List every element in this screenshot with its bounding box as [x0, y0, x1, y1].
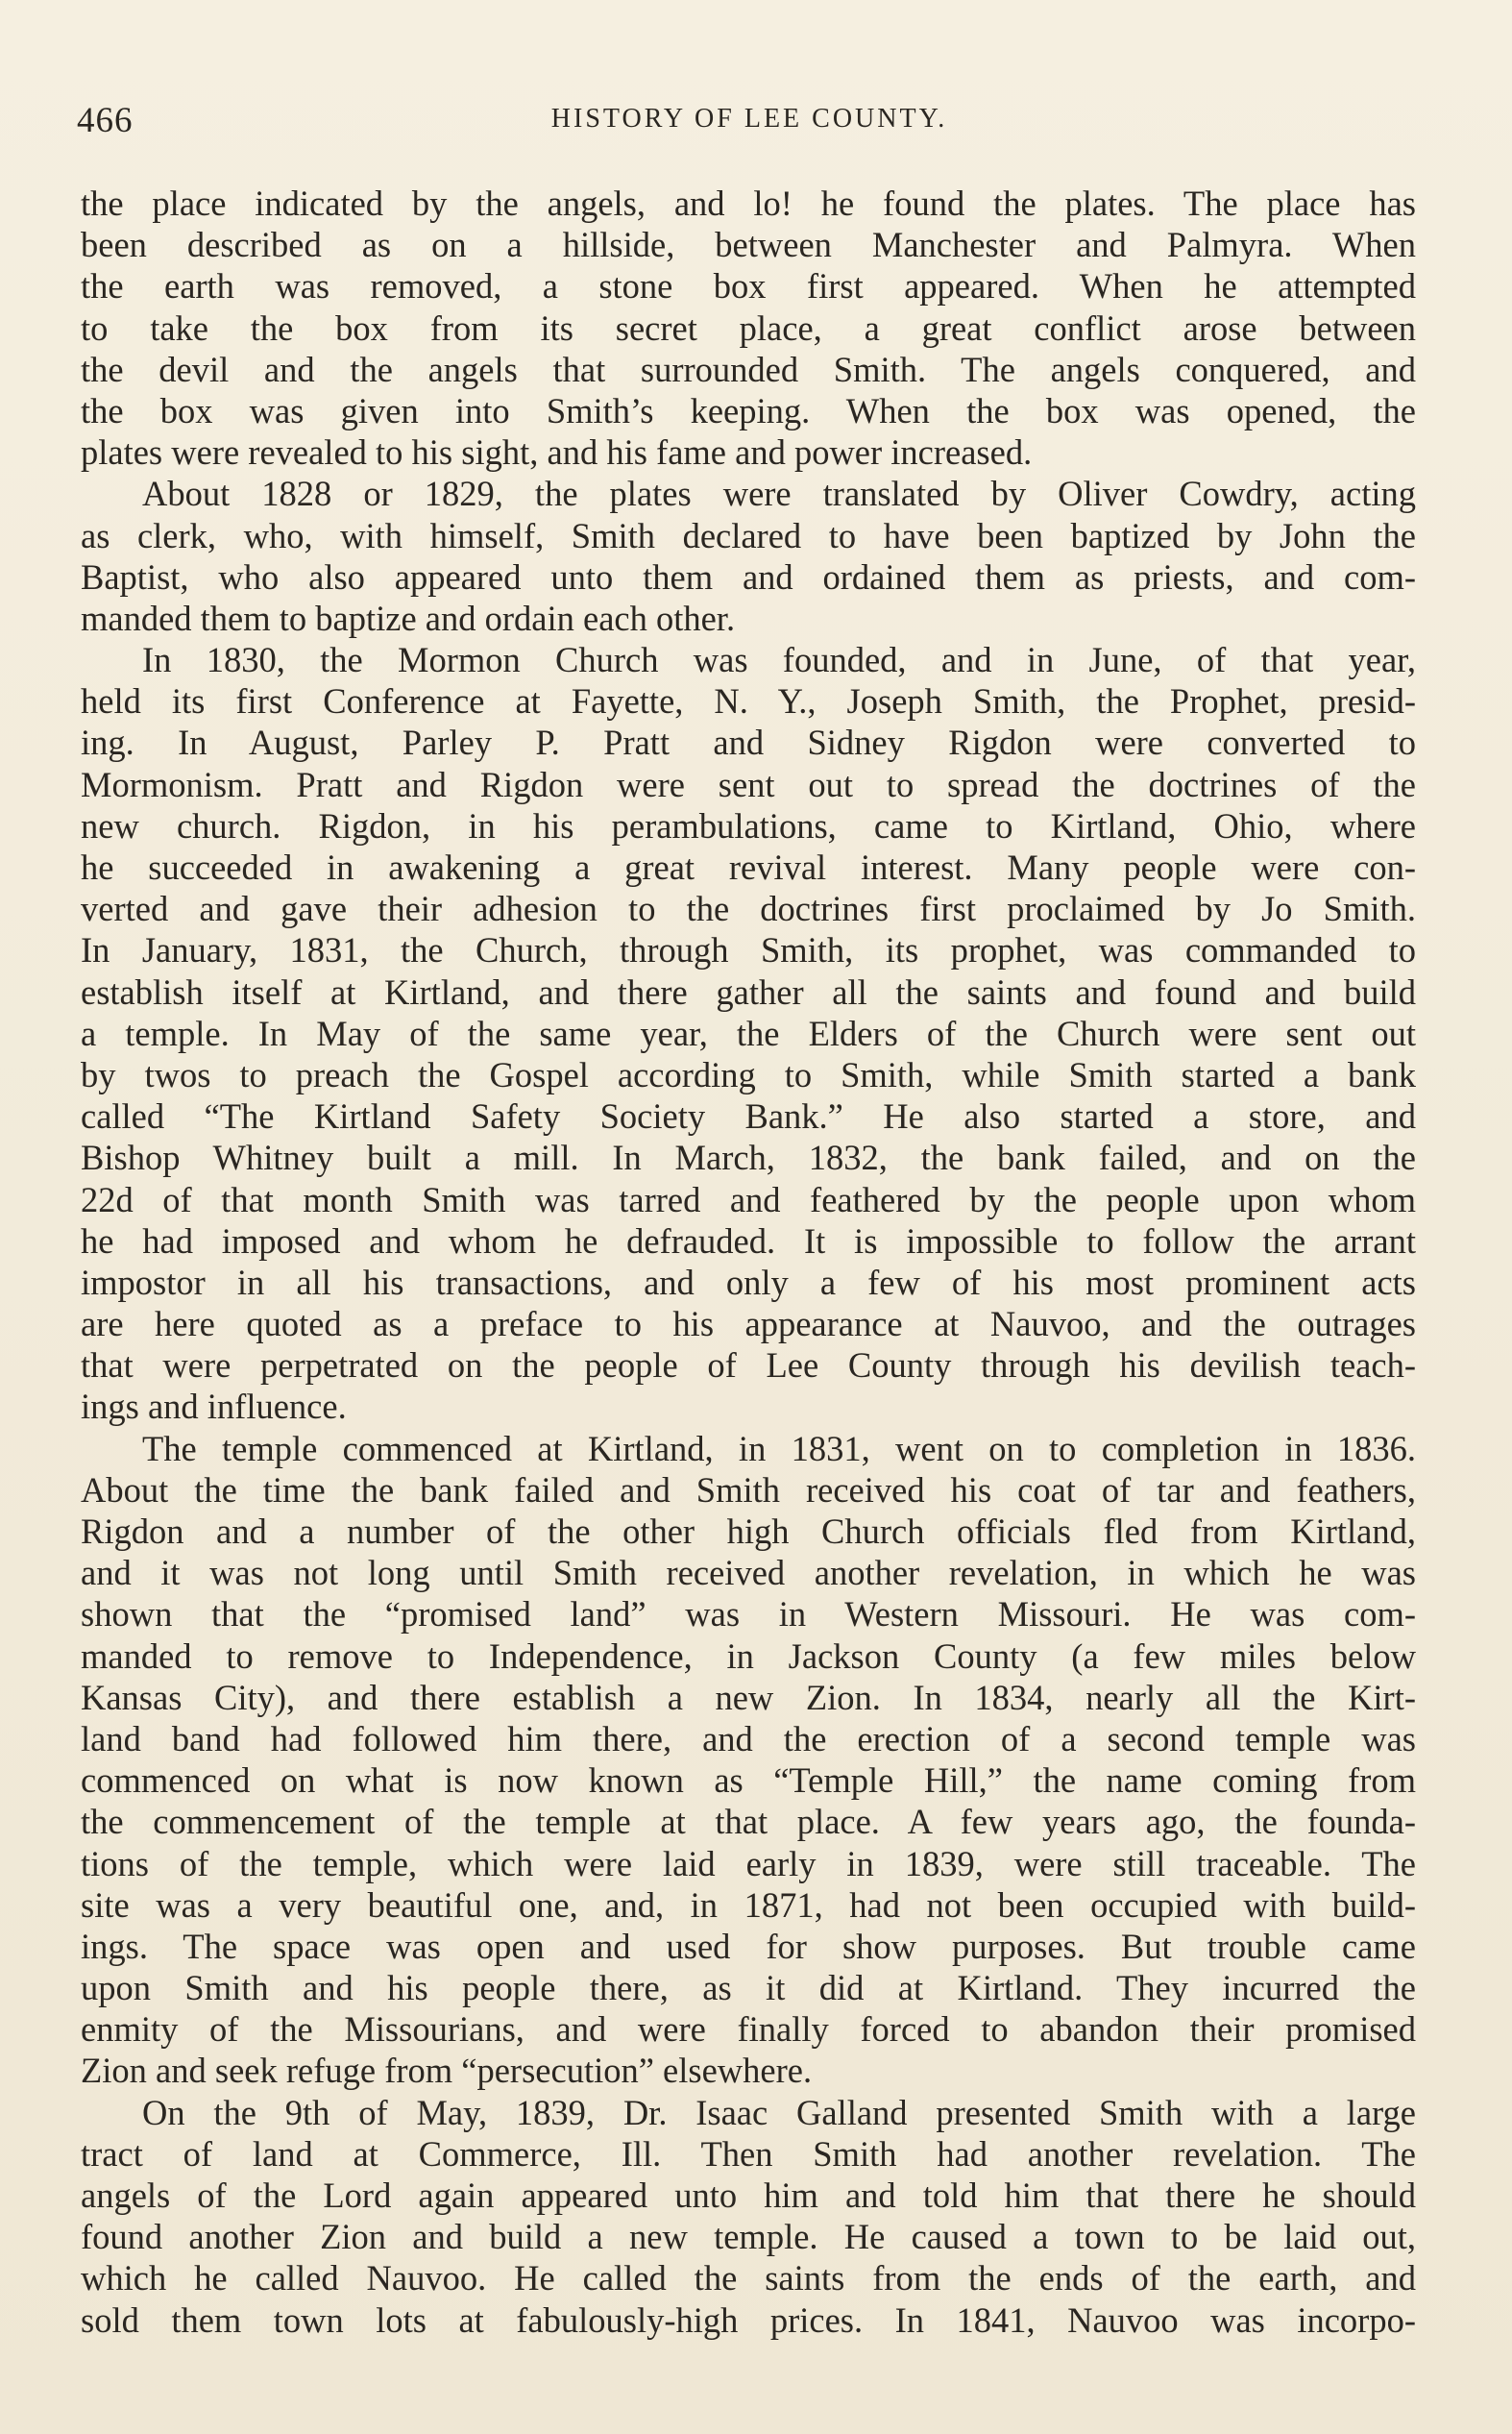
- text-line: that were perpetrated on the people of Lee County through his devilish teach-: [81, 1345, 1416, 1386]
- text-line: ings. The space was open and used for show purposes. But trouble came: [81, 1926, 1416, 1966]
- text-line: the place indicated by the angels, and lo! he found the plates. The place has: [81, 184, 1416, 223]
- text-line: The temple commenced at Kirtland, in 1831, went on to completion in 1836.: [142, 1428, 1416, 1468]
- page-header: [77, 100, 1422, 148]
- text-line: About the time the bank failed and Smith received his coat of tar and feathers,: [81, 1469, 1416, 1510]
- text-line: to take the box from its secret place, a great conflict arose between: [81, 307, 1416, 348]
- text-line: manded them to baptize and ordain each other.: [81, 598, 736, 638]
- text-line: Mormonism. Pratt and Rigdon were sent out to spread the doctrines of the: [81, 764, 1416, 804]
- text-line: he had imposed and whom he defrauded. It is impossible to follow the arrant: [81, 1220, 1416, 1261]
- text-line: the devil and the angels that surrounded Smith. The angels conquered, and: [81, 349, 1416, 389]
- text-line: Rigdon and a number of the other high Church officials fled from Kirtland,: [81, 1512, 1416, 1551]
- text-line: been described as on a hillside, between Manchester and Palmyra. When: [81, 225, 1416, 265]
- text-line: In January, 1831, the Church, through Smith, its prophet, was commanded to: [81, 930, 1416, 971]
- text-line: Baptist, who also appeared unto them and ordained them as priests, and com-: [81, 556, 1416, 597]
- text-line: Bishop Whitney built a mill. In March, 1832, the bank failed, and on the: [81, 1138, 1416, 1178]
- text-line: the box was given into Smith’s keeping. When the box was opened, the: [81, 390, 1416, 430]
- text-line: establish itself at Kirtland, and there gather all the saints and found and build: [81, 971, 1416, 1012]
- text-line: Zion and seek refuge from “persecution” elsewhere.: [81, 2051, 813, 2091]
- text-line: are here quoted as a preface to his appearance at Nauvoo, and the outrages: [81, 1304, 1416, 1344]
- text-line: which he called Nauvoo. He called the saints from the ends of the earth, and: [81, 2258, 1416, 2299]
- text-line: the earth was removed, a stone box first appeared. When he attempted: [81, 266, 1416, 307]
- text-line: tract of land at Commerce, Ill. Then Smith had another revelation. The: [81, 2133, 1416, 2174]
- text-line: angels of the Lord again appeared unto him and told him that there he should: [81, 2176, 1416, 2215]
- text-line: tions of the temple, which were laid early in 1839, were still traceable. The: [81, 1843, 1416, 1883]
- text-line: impostor in all his transactions, and only a few of his most prominent acts: [81, 1262, 1416, 1302]
- text-line: On the 9th of May, 1839, Dr. Isaac Galland presented Smith with a large: [142, 2092, 1416, 2132]
- text-line: 22d of that month Smith was tarred and feathered by the people upon whom: [81, 1179, 1416, 1219]
- text-line: In 1830, the Mormon Church was founded, and in June, of that year,: [142, 640, 1416, 680]
- text-line: plates were revealed to his sight, and his fame and power increased.: [81, 432, 1033, 473]
- text-line: a temple. In May of the same year, the Elders of the Church were sent out: [81, 1013, 1416, 1053]
- text-line: land band had followed him there, and the erection of a second temple was: [81, 1718, 1416, 1758]
- text-line: held its first Conference at Fayette, N. Y., Joseph Smith, the Prophet, presid-: [81, 681, 1416, 722]
- text-line: ing. In August, Parley P. Pratt and Sidney Rigdon were converted to: [81, 723, 1416, 763]
- text-line: Kansas City), and there establish a new Zion. In 1834, nearly all the Kirt-: [81, 1677, 1416, 1717]
- text-line: found another Zion and build a new temple. He caused a town to be laid out,: [81, 2217, 1416, 2257]
- text-line: shown that the “promised land” was in Western Missouri. He was com-: [81, 1594, 1416, 1635]
- text-line: upon Smith and his people there, as it did at Kirtland. They incurred the: [81, 1968, 1416, 2008]
- running-title: HISTORY OF LEE COUNTY.: [550, 104, 948, 134]
- text-line: new church. Rigdon, in his perambulations, came to Kirtland, Ohio, where: [81, 805, 1416, 846]
- text-line: the commencement of the temple at that place. A few years ago, the founda-: [81, 1802, 1416, 1842]
- text-line: he succeeded in awakening a great revival interest. Many people were con-: [81, 848, 1416, 887]
- text-line: verted and gave their adhesion to the doctrines first proclaimed by Jo Smith.: [81, 889, 1416, 929]
- body-text: [81, 183, 1416, 2341]
- text-line: ings and influence.: [81, 1387, 347, 1427]
- text-line: About 1828 or 1829, the plates were translated by Oliver Cowdry, acting: [142, 474, 1416, 514]
- text-line: enmity of the Missourians, and were finally forced to abandon their promised: [81, 2009, 1416, 2050]
- text-line: called “The Kirtland Safety Society Bank.” He also started a store, and: [81, 1096, 1416, 1137]
- text-line: manded to remove to Independence, in Jackson County (a few miles below: [81, 1635, 1416, 1676]
- text-line: by twos to preach the Gospel according to Smith, while Smith started a bank: [81, 1054, 1416, 1094]
- text-line: commenced on what is now known as “Temple Hill,” the name coming from: [81, 1760, 1416, 1801]
- text-line: site was a very beautiful one, and, in 1871, had not been occupied with build-: [81, 1884, 1416, 1925]
- page-number: 466: [77, 101, 134, 140]
- text-line: as clerk, who, with himself, Smith declared to have been baptized by John the: [81, 515, 1416, 555]
- text-line: and it was not long until Smith received another revelation, in which he was: [81, 1553, 1416, 1593]
- text-line: sold them town lots at fabulously-high prices. In 1841, Nauvoo was incorpo-: [81, 2299, 1416, 2340]
